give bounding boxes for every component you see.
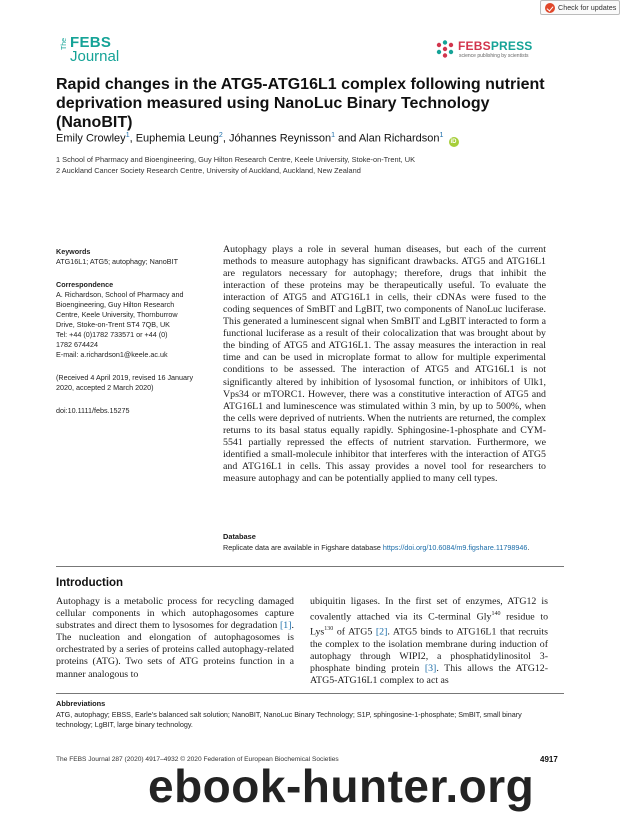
article-title: Rapid changes in the ATG5-ATG16L1 complex following nutrient deprivation measured using NanoLuc Binary Technology (NanoBIT) [56,76,545,131]
febs-journal-logo [61,34,131,66]
affiliation-1: 1 School of Pharmacy and Bioengineering, Guy Hilton Research Centre, Keele University, Stoke-on-Trent, UK [56,155,416,164]
intro-text: . This allows the ATG12-ATG5-ATG16L1 complex to act as [310,663,548,687]
citation-link[interactable]: [2] [375,626,388,638]
correspondence-email[interactable]: E-mail: a.richardson1@keele.ac.uk [56,350,168,359]
journal-logo-the: The [61,37,68,50]
author-name: Jóhannes Reynisson [228,132,332,145]
keywords-heading: Keywords [56,247,91,256]
abstract-text: Autophagy plays a role in several human diseases, but each of the current methods to measure autophagy has significant drawbacks. ATG5 and ATG16L1 are regulators necessary for autophagy; therefore, drugs that inhibit the interaction of these proteins may be therapeutically useful. To evaluate the interaction of ATG5 and ATG16L1 in cells, their cDNAs were fused to the coding sequences of SmBIT and LgBIT, two components of NanoLuc luciferase. This generated a luminescent signal when SmBIT and LgBIT interacted to form a functional luciferase as a result of their colocalization that was brought about by the binding of ATG5 and ATG16L1. The assay measures the interaction in real time and can be used in microplate format to allow for multiple experimental conditions to be assessed. The interaction of ATG5 and ATG16L1 is not significantly altered by inhibition of lysosomal function, or inhibitors of Ulk1, Vps34 or mTORC1. However, there was a constitutive interaction of ATG5 and ATG16L1 and luminescence was stimulated within 3 min, by up to 500%, when the cells were deprived of nutrients. When the nutrients are returned, the complex returns to its basal status equally rapidly. Sphingosine-1-phosphate and CYM-5541 partially repressed the effects of nutrient starvation. Furthermore, we identified a small-molecule inhibitor that interferes with the interaction of ATG5 and ATG16L1 in cells. This assay provides a novel tool for researchers to measure autophagy and can be potentially applied to many cell types. [223,244,546,484]
correspondence-line: Drive, Stoke-on-Trent ST4 7QB, UK [56,320,170,329]
checkmark-icon [545,3,555,13]
febs-press-logo [435,38,545,64]
author-affiliation-mark: 1 [439,132,444,139]
press-logo-name [458,39,533,53]
citation-link[interactable]: [1] [280,620,292,632]
author-affiliation-mark: 2 [218,132,223,139]
citation-link[interactable]: [3] [424,663,437,675]
intro-text: residue to Lys [310,611,549,638]
journal-logo-febs: FEBS [70,34,112,51]
correspondence-heading: Correspondence [56,280,114,289]
author-name: Euphemia Leung [135,132,219,145]
received-line: (Received 4 April 2019, revised 16 January [56,373,194,382]
press-logo-tagline: science publishing by scientists [459,53,529,59]
keywords-text: ATG16L1; ATG5; autophagy; NanoBIT [56,257,178,266]
received-line: 2020, accepted 2 March 2020) [56,383,154,392]
introduction-column-right [310,596,548,687]
author-affiliation-mark: 1 [125,132,130,139]
keywords-block [56,247,206,267]
author-affiliation-mark: 1 [331,132,335,139]
database-period: . [527,543,530,552]
intro-text: ubiquitin ligases. In the first set of enzymes, ATG12 is covalently attached via its C-terminal Gly [310,596,548,623]
correspondence-line: Bioengineering, Guy Hilton Research [56,300,175,309]
journal-logo-journal: Journal [70,48,120,65]
introduction-heading: Introduction [56,577,124,589]
orcid-icon[interactable]: iD [450,138,457,145]
febs-press-dots-icon [435,39,455,59]
press-logo-press: PRESS [490,39,533,53]
abbreviations-text: ATG, autophagy; EBSS, Earle’s balanced salt solution; NanoBIT, NanoLuc Binary Technology; S1P, sphingosine-1-phosphate; SmBIT, small binary technology; LgBIT, large binary technology. [56,710,522,729]
intro-text: . The nucleation and elongation of autophagosomes is orchestrated by a series of proteins called autophagy-related proteins (ATG). Two sets of ATG proteins function in a manner analogous to [56,620,294,680]
watermark: ebook-hunter.org [148,760,535,812]
correspondence-line: A. Richardson, School of Pharmacy and [56,290,184,299]
section-divider [56,566,564,567]
correspondence-block [56,280,206,360]
page-number: 4917 [540,755,558,764]
check-for-updates-label: Check for updates [558,3,617,12]
doi[interactable]: doi:10.1111/febs.15275 [56,406,130,415]
introduction-column-left [56,596,294,681]
author-name: Alan Richardson [358,132,440,145]
database-statement [223,543,563,552]
figshare-link[interactable]: https://doi.org/10.6084/m9.figshare.11798946 [382,543,528,552]
check-for-updates-button[interactable] [540,0,620,15]
author-name: Emily Crowley [56,132,126,145]
database-heading: Database [223,532,256,541]
journal-citation-footer: The FEBS Journal 287 (2020) 4917–4932 © 2020 Federation of European Biochemical Societies [56,756,339,763]
author-list: Emily Crowley$^1$, Euphemia Leung$^2$, Jóhannes Reynisson$^1$ and Alan Richardson$^1$ iD [56,132,457,145]
received-dates [56,373,206,393]
intro-text: . ATG5 binds to ATG16L1 that recruits the complex to the isolation membrane during induction of autophagy through WIPI2, a phosphatidylinositol 3-phosphate binding protein [310,626,548,675]
affiliation-2: 2 Auckland Cancer Society Research Centre, University of Auckland, Auckland, New Zealand [56,166,361,175]
superscript: 130 [324,626,334,633]
press-logo-febs: FEBS [458,39,491,53]
correspondence-line: Tel: +44 (0)1782 733571 or +44 (0) [56,330,168,339]
intro-text: Autophagy is a metabolic process for recycling damaged cellular components in which autophagosomes capture substrates and direct them to lysosomes for degradation [56,596,294,632]
superscript: 140 [491,611,501,618]
abbreviations-divider [56,693,564,694]
intro-text: of ATG5 [333,626,376,638]
database-text: Replicate data are available in Figshare database [223,543,383,552]
correspondence-line: 1782 674424 [56,340,98,349]
abbreviations-heading: Abbreviations [56,699,106,708]
correspondence-line: Centre, Keele University, Thornburrow [56,310,178,319]
